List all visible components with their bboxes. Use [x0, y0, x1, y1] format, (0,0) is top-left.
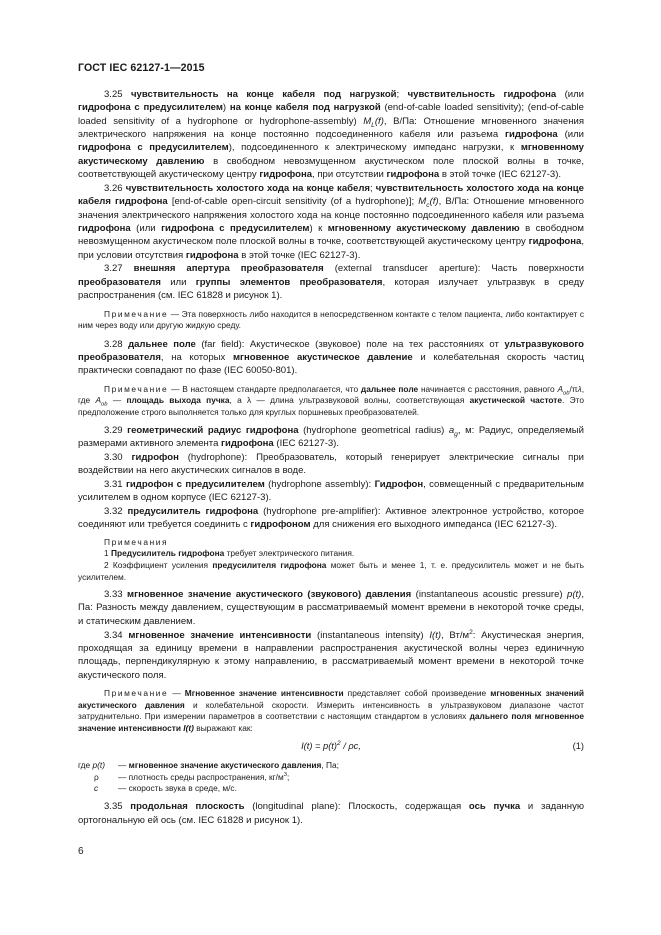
term-3-27: 3.27 внешняя апертура преобразователя (external transducer aperture): Часть поверхности преобразователя или группы элементов преобразователя, которая излучает ультразвук в среду распространения (см. IEC 61828 и рисунок 1). [78, 263, 585, 302]
term-3-33: 3.33 мгновенное значение акустического (звукового) давления (instantaneous acoustic pressure) p(t), Па: Разность между давлением, существующим в рассматриваемый момент времени в некоторой точке среды, и статическим давлением. [78, 589, 584, 627]
term-3-32: 3.32 предусилитель гидрофона (hydrophone pre-amplifier): Активное электронное устройство, которое соединяют или требуется соединить с гидрофоном для снижения его выходного импеданса (IEC 62127-3). [78, 506, 585, 531]
standard-header: ГОСТ IEC 62127-1—2015 [78, 62, 205, 74]
formula-number: (1) [572, 741, 584, 752]
legend-row [78, 772, 584, 783]
note-3-28: Примечание — В настоящем стандарте предполагается, что дальнее поле начинается с расстояния, равного $A_{ob}/\pi\lambda$, где $A_{ob}$ — площадь выхода пучка, а λ — длина ультразвуковой волны, соответствующая акустической частоте. Это предположение строго выполняется только для круглых поршневых преобразователей. [78, 383, 585, 417]
legend-row [78, 760, 584, 771]
term-3-25: 3.25 чувствительность на конце кабеля под нагрузкой; чувствительность гидрофона (или гидрофона с предусилителем) на конце кабеля под нагрузкой (end-of-cable loaded sensitivity); (end-of-cable loaded sensitivity of a hydrophone or hydrophone-assembly) $M_L(f)$, В/Па: Отношение мгновенного значения электрического напряжения на конце постоянно подсоединенного кабеля или разъема гидрофона (или гидрофона с предусилителем), подсоединенного к электрическому импеданс нагрузки, к мгновенному акустическому давлению в свободном невозмущенном акустическом поле плоской волны в точке, соответствующей акустическому центру гидрофона, при отсутствии гидрофона в этой точке (IEC 62127-3). [78, 89, 585, 181]
page-content [78, 88, 584, 827]
term-3-28: 3.28 дальнее поле (far field): Акустическое (звуковое) поле на тех расстояниях от ультразвукового преобразователя, на которых мгновенное акустическое давление и колебательная скорость частиц практически совпадают по фазе (IEC 60050-801). [78, 338, 585, 377]
legend-definition: — плотность среды распространения, $кг/м^3$; [118, 771, 290, 782]
note-3-34: Примечание — Мгновенное значение интенсивности представляет собой произведение мгновенных значений акустического давления и колебательной скорости. Измерить интенсивность в ультразвуковом диапазоне частот затруднительно. При измерении параметров в соответствии с настоящим стандартом в условиях дальнего поля мгновенное значение интенсивности I(t) выражают как: [78, 688, 584, 733]
formula-expression: $I(t) = p(t)^2 / \rho c$, [301, 740, 361, 752]
formula-legend [78, 760, 584, 794]
note-3-27: Примечание — Эта поверхность либо находится в непосредственном контакте с телом пациента, либо контактирует с ним через воду или другую жидкую среду. [78, 308, 584, 331]
page-number: 6 [78, 846, 84, 857]
formula-1 [78, 740, 584, 756]
term-3-35: 3.35 продольная плоскость (longitudinal plane): Плоскость, содержащая ось пучка и заданную ортогональную ей ось (см. IEC 61828 и рисунок 1). [78, 801, 585, 826]
notes-3-32-item-2: 2 Коэффициент усиления предусилителя гидрофона может быть и менее 1, т. е. предусилитель может и не быть усилителем. [78, 559, 584, 582]
term-3-30: 3.30 гидрофон (hydrophone): Преобразователь, который генерирует электрические сигналы при воздействии на него акустических сигналов в воде. [78, 451, 584, 477]
term-3-29: 3.29 геометрический радиус гидрофона (hydrophone geometrical radius) $a_g$, м: Радиус, определяемый размерами активного элемента гидрофона (IEC 62127-3). [78, 424, 584, 449]
legend-symbol: ρ [94, 771, 99, 782]
legend-symbol: где p(t) [78, 760, 106, 771]
notes-3-32-item-1: 1 Предусилитель гидрофона требует электрического питания. [104, 548, 355, 559]
term-3-31: 3.31 гидрофон с предусилителем (hydrophone assembly): Гидрофон, совмещенный с предварительным усилителем в одном корпусе (IEC 62127-3). [78, 478, 584, 504]
term-3-26: 3.26 чувствительность холостого хода на конце кабеля; чувствительность холостого хода на конце кабеля гидрофона [end-of-cable open-circuit sensitivity (of a hydrophone)]; $M_c(f)$, В/Па: Отношение мгновенного значения электрического напряжения холостого хода на конце постоянно подсоединенного кабеля или разъема гидрофона (или гидрофона с предусилителем) к мгновенному акустическому давлению в свободном невозмущенном акустическом поле плоской волны в точке, соответствующей акустическому центру гидрофона, при условии отсутствия гидрофона в этой точке (IEC 62127-3). [78, 182, 584, 261]
legend-definition: — скорость звука в среде, м/с. [118, 783, 237, 793]
notes-3-32-title: Примечания [104, 536, 169, 547]
legend-symbol: c [94, 783, 99, 793]
legend-row [78, 783, 584, 794]
term-3-34: 3.34 мгновенное значение интенсивности (instantaneous intensity) I(t), $Вт/м^2$: Акустическая энергия, проходящая за единицу времени в направлении распространения акустической волны через единичную площадь, перпендикулярную к этому направлению, в рассматриваемый момент времени в некоторой точке акустического поля. [78, 628, 585, 681]
legend-definition: — мгновенное значение акустического давления, Па; [118, 760, 339, 771]
